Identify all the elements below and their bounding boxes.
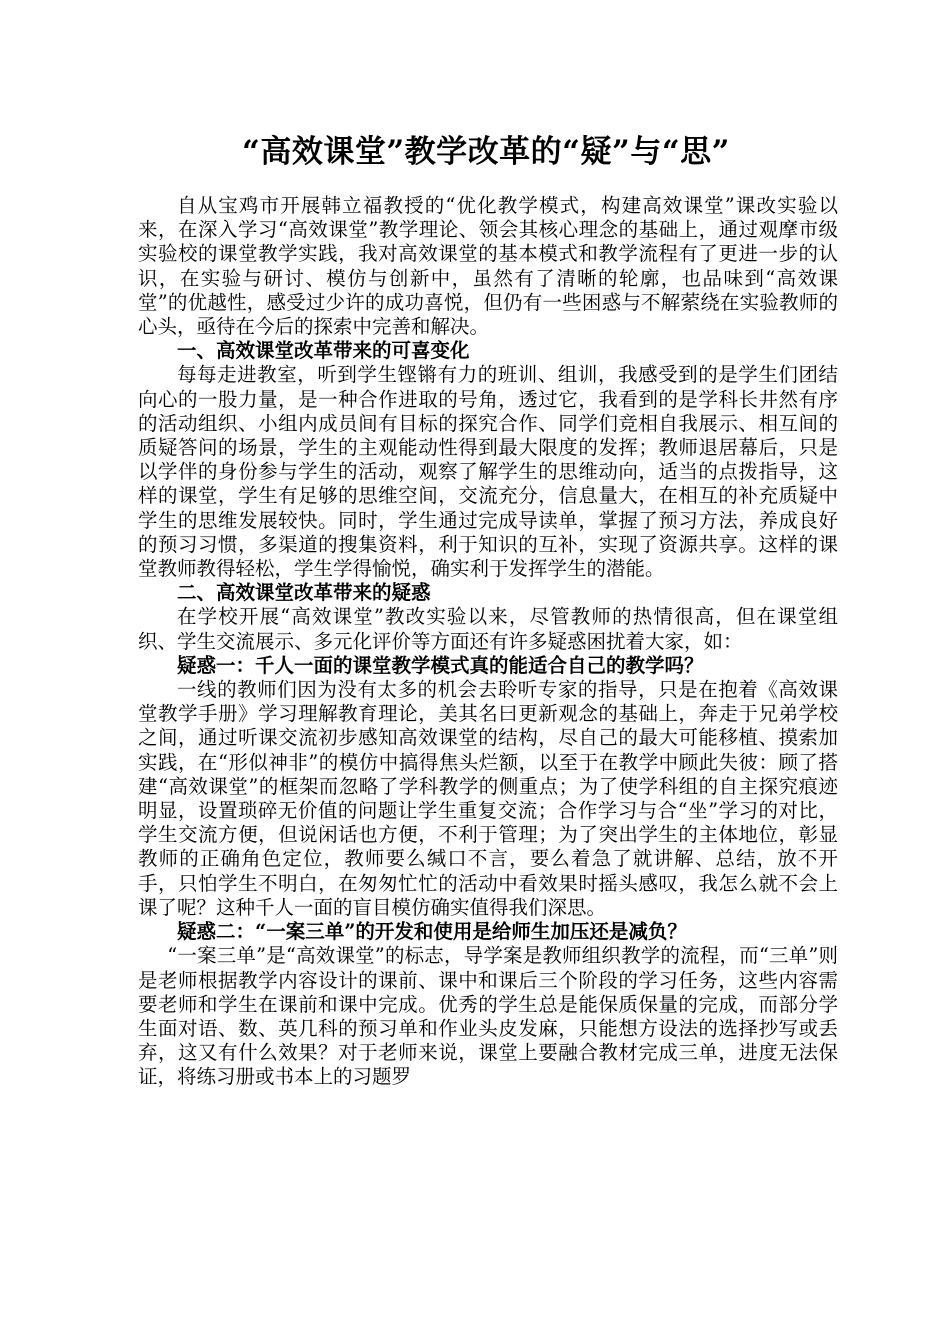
section2-paragraph: 在学校开展“高效课堂”教改实验以来，尽管教师的热情很高，但在课堂组织、学生交流展示、多元化评价等方面还有许多疑惑困扰着大家，如：: [138, 605, 838, 653]
section2-heading: 二、高效课堂改革带来的疑惑: [177, 581, 431, 605]
doubt1-heading: 疑惑一：千人一面的课堂教学模式真的能适合自己的教学吗？: [177, 653, 704, 677]
section1-paragraph: 每每走进教室，听到学生铿锵有力的班训、组训，我感受到的是学生们团结向心的一股力量，是一种合作进取的号角，透过它，我看到的是学科长井然有序的活动组织、小组内成员间有目标的探究合作、同学们竞相自我展示、相互间的质疑答问的场景，学生的主观能动性得到最大限度的发挥；教师退居幕后，只是以学伴的身份参与学生的活动，观察了解学生的思维动向，适当的点拨指导，这样的课堂，学生有足够的思维空间，交流充分，信息量大，在相互的补充质疑中学生的思维发展较快。同时，学生通过完成导读单，掌握了预习方法，养成良好的预习习惯，多渠道的搜集资料，利于知识的互补，实现了资源共享。这样的课堂教师教得轻松，学生学得愉悦，确实利于发挥学生的潜能。: [138, 363, 838, 581]
document-title: “高效课堂”教学改革的“疑”与“思”: [242, 134, 730, 170]
document-page: [138, 128, 838, 1090]
doubt1-paragraph: 一线的教师们因为没有太多的机会去聆听专家的指导，只是在抱着《高效课堂教学手册》学习理解教育理论，美其名曰更新观念的基础上，奔走于兄弟学校之间，通过听课交流初步感知高效课堂的结构，尽自己的最大可能移植、摸索加实践，在“形似神非”的模仿中搞得焦头烂额，以至于在教学中顾此失彼：顾了搭建“高效课堂”的框架而忽略了学科教学的侧重点；为了使学科组的自主探究痕迹明显，设置琐碎无价值的问题让学生重复交流；合作学习与合“坐”学习的对比，学生交流方便，但说闲话也方便，不利于管理；为了突出学生的主体地位，彰显教师的正确角色定位，教师要么缄口不言，要么着急了就讲解、总结，放不开手，只怕学生不明白，在匆匆忙忙的活动中看效果时摇头感叹，我怎么就不会上课了呢？这种千人一面的盲目模仿确实值得我们深思。: [138, 678, 838, 919]
section1-heading: 一、高效课堂改革带来的可喜变化: [177, 339, 470, 363]
doubt2-paragraph: “一案三单”是“高效课堂”的标志，导学案是教师组织教学的流程，而“三单”则是老师根据教学内容设计的课前、课中和课后三个阶段的学习任务，这些内容需要老师和学生在课前和课中完成。优秀的学生总是能保质保量的完成，而部分学生面对语、数、英几科的预习单和作业头皮发麻，只能想方设法的选择抄写或丢弃，这又有什么效果？对于老师来说，课堂上要融合教材完成三单，进度无法保证，将练习册或书本上的习题罗: [138, 944, 838, 1089]
intro-paragraph: 自从宝鸡市开展韩立福教授的“优化教学模式，构建高效课堂”课改实验以来，在深入学习“高效课堂”教学理论、领会其核心理念的基础上，通过观摩市级实验校的课堂教学实践，我对高效课堂的基本模式和教学流程有了更进一步的认识，在实验与研讨、模仿与创新中，虽然有了清晰的轮廓，也品味到“高效课堂”的优越性，感受过少许的成功喜悦，但仍有一些困惑与不解萦绕在实验教师的心头，亟待在今后的探索中完善和解决。: [138, 194, 838, 339]
doubt2-heading: 疑惑二：“一案三单”的开发和使用是给师生加压还是减负？: [177, 920, 687, 944]
